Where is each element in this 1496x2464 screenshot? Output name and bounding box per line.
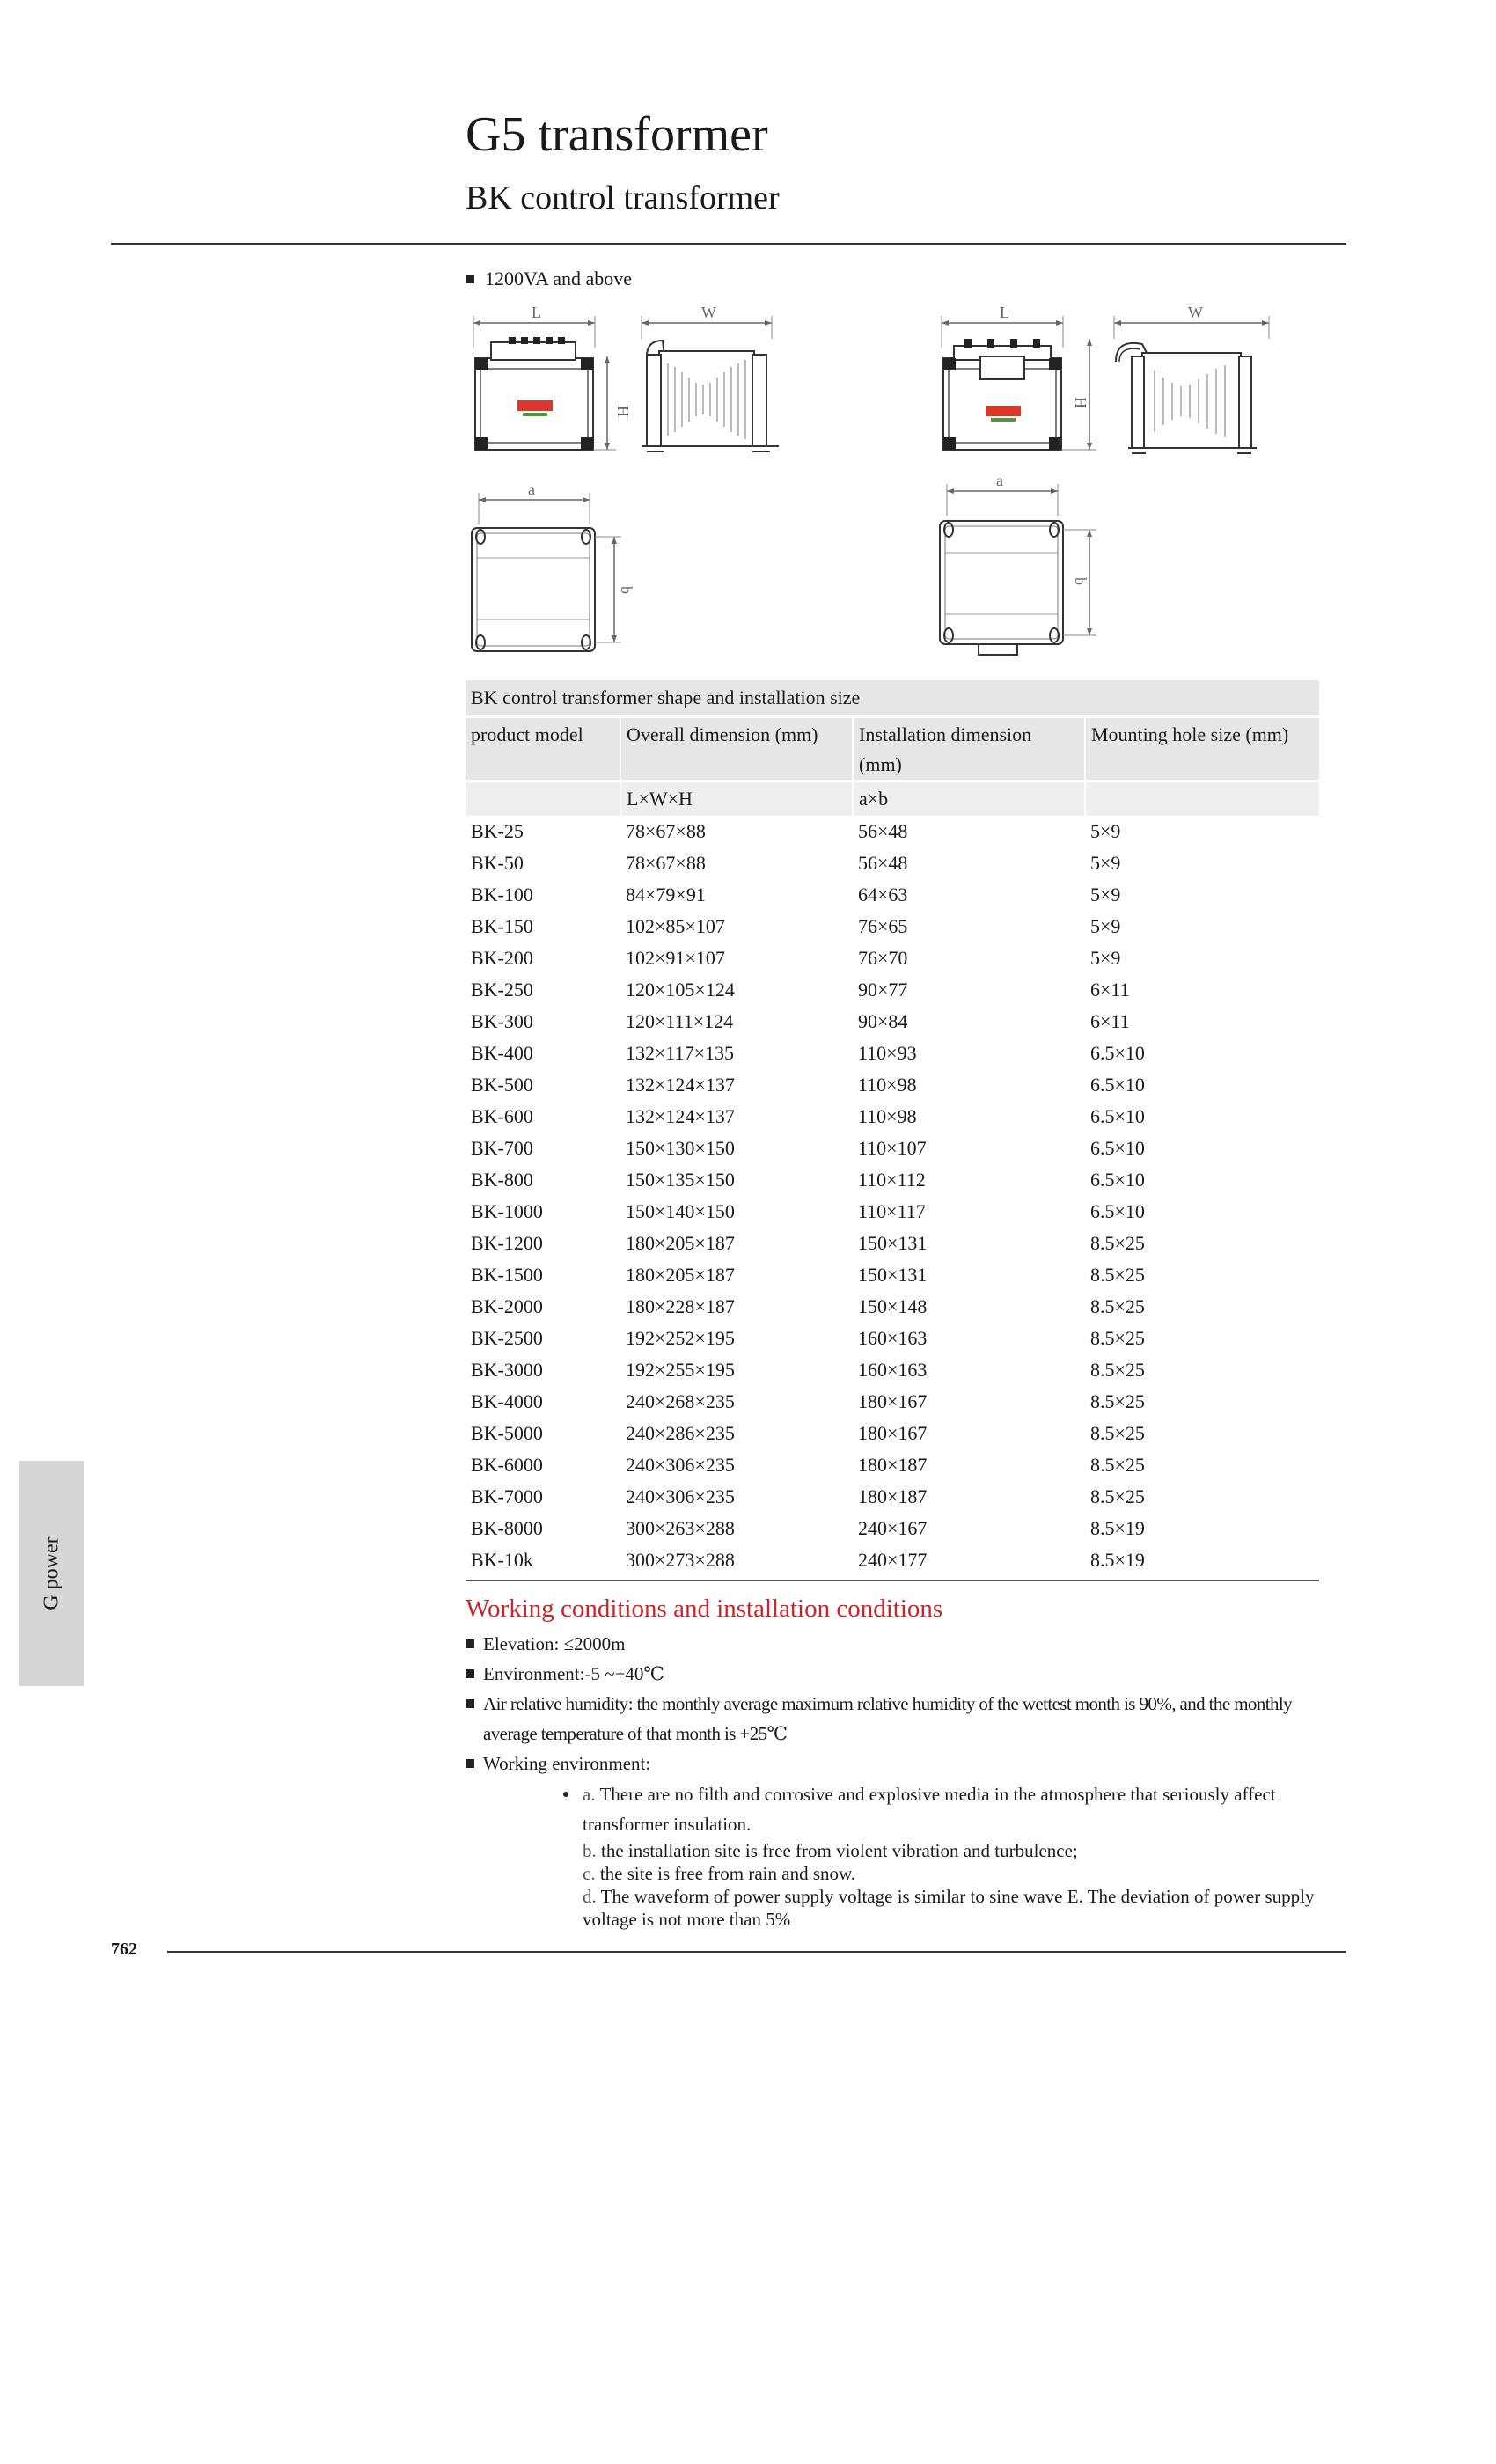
cell-mounting-hole-size: 5×9 — [1090, 820, 1121, 842]
list-item — [563, 1779, 1329, 1839]
cell-model: BK-100 — [471, 884, 533, 906]
table-caption-row — [466, 680, 1319, 717]
cell-installation-dimension: 76×70 — [858, 947, 908, 969]
square-bullet-icon — [466, 1759, 474, 1768]
cell-overall-dimension: 78×67×88 — [626, 820, 706, 842]
cell-installation-dimension: 110×98 — [858, 1074, 917, 1096]
cell-mounting-hole-size: 6.5×10 — [1090, 1137, 1145, 1159]
dim-label-b: b — [618, 586, 635, 594]
cell-mounting-hole-size: 8.5×19 — [1090, 1517, 1145, 1539]
cell-mounting-hole-size: 5×9 — [1090, 884, 1121, 906]
front-view-drawing-2 — [935, 304, 1102, 471]
table-subheader-row — [466, 781, 1319, 817]
dim-label-W: W — [1188, 304, 1203, 321]
cell-overall-dimension: 300×273×288 — [620, 1544, 853, 1580]
cell-installation-dimension: 90×77 — [858, 979, 908, 1001]
dim-label-H: H — [614, 406, 632, 417]
cell-installation-dimension: 180×187 — [858, 1485, 928, 1507]
cell-overall-dimension: 84×79×91 — [626, 884, 706, 906]
condition-text: There are no filth and corrosive and explosive media in the atmosphere that seriously affect transformer insulation. — [583, 1784, 1276, 1835]
dim-label-H: H — [1072, 397, 1089, 408]
cell-model: BK-150 — [471, 915, 533, 937]
cell-model: BK-4000 — [471, 1390, 543, 1412]
condition-letter: d. — [583, 1886, 597, 1907]
cell-installation-dimension: 160×163 — [858, 1327, 928, 1349]
cell-overall-dimension: 120×105×124 — [626, 979, 735, 1001]
cell-overall-dimension: 150×130×150 — [626, 1137, 735, 1159]
cell-mounting-hole-size: 6.5×10 — [1090, 1169, 1145, 1191]
cell-mounting-hole-size: 8.5×25 — [1090, 1295, 1145, 1317]
condition-letter: c. — [583, 1863, 596, 1884]
page-number: 762 — [111, 1940, 137, 1959]
table-row — [466, 1006, 1319, 1038]
cell-overall-dimension: 120×111×124 — [626, 1010, 734, 1032]
cell-installation-dimension: 56×48 — [858, 820, 908, 842]
cell-mounting-hole-size: 6×11 — [1090, 1010, 1130, 1032]
table-row — [466, 1228, 1319, 1259]
list-item — [563, 1839, 1329, 1862]
cell-overall-dimension: 132×117×135 — [626, 1042, 734, 1064]
cell-mounting-hole-size: 8.5×25 — [1090, 1454, 1145, 1476]
list-item — [466, 1689, 1328, 1749]
cell-installation-dimension: 90×84 — [858, 1010, 908, 1032]
cell-overall-dimension: 240×268×235 — [626, 1390, 735, 1412]
table-row — [466, 974, 1319, 1006]
list-item — [466, 1629, 1328, 1659]
cell-model: BK-300 — [471, 1010, 533, 1032]
table-row — [466, 1354, 1319, 1386]
cell-overall-dimension: 78×67×88 — [626, 852, 706, 874]
cell-model: BK-800 — [471, 1169, 533, 1191]
table-row — [466, 1196, 1319, 1228]
cell-model: BK-7000 — [471, 1485, 543, 1507]
cell-overall-dimension: 192×255×195 — [626, 1359, 735, 1381]
table-header-row — [466, 717, 1319, 781]
table-row — [466, 1291, 1319, 1323]
cell-mounting-hole-size: 8.5×25 — [1090, 1232, 1145, 1254]
top-view-drawing-1 — [466, 482, 634, 658]
cell-installation-dimension: 150×148 — [858, 1295, 928, 1317]
list-item — [466, 1749, 1328, 1778]
cell-installation-dimension: 240×167 — [858, 1517, 928, 1539]
working-environment-text: Working environment: — [483, 1753, 651, 1774]
cell-mounting-hole-size: 5×9 — [1090, 947, 1121, 969]
cell-overall-dimension: 102×85×107 — [626, 915, 725, 937]
side-view-drawing-1 — [638, 304, 788, 471]
environment-conditions — [563, 1779, 1329, 1931]
table-row — [466, 911, 1319, 942]
cell-mounting-hole-size: 5×9 — [1090, 915, 1121, 937]
table-row — [466, 1133, 1319, 1164]
square-bullet-icon — [466, 1639, 474, 1648]
cell-installation-dimension: 64×63 — [858, 884, 908, 906]
cell-overall-dimension: 180×205×187 — [626, 1264, 735, 1286]
working-conditions-title: Working conditions and installation conditions — [466, 1595, 943, 1623]
cell-mounting-hole-size: 8.5×25 — [1090, 1485, 1145, 1507]
dim-label-b: b — [1072, 577, 1089, 585]
table-row — [466, 1323, 1319, 1354]
cell-installation-dimension: 150×131 — [858, 1232, 928, 1254]
header-mounting-hole-size: Mounting hole size (mm) — [1085, 717, 1319, 781]
dim-label-L: L — [532, 304, 541, 321]
cell-model: BK-1500 — [471, 1264, 543, 1286]
working-conditions-list — [466, 1629, 1328, 1778]
side-section-tab — [19, 1461, 84, 1686]
cell-installation-dimension: 110×112 — [858, 1169, 926, 1191]
subheader-empty — [466, 781, 620, 817]
header-divider — [111, 243, 1346, 245]
environment-text: Environment:-5 ~+40℃ — [483, 1663, 664, 1684]
cell-installation-dimension: 110×98 — [858, 1105, 917, 1127]
cell-model: BK-2500 — [471, 1327, 543, 1349]
cell-overall-dimension: 192×252×195 — [626, 1327, 735, 1349]
cell-overall-dimension: 180×205×187 — [626, 1232, 735, 1254]
section-note-text: 1200VA and above — [485, 268, 633, 290]
cell-overall-dimension: 300×263×288 — [626, 1517, 735, 1539]
top-view-drawing-2 — [935, 473, 1102, 658]
table-row — [466, 1513, 1319, 1544]
table-caption: BK control transformer shape and installation size — [466, 680, 1319, 717]
table-row — [466, 1164, 1319, 1196]
cell-model: BK-400 — [471, 1042, 533, 1064]
cell-model: BK-1000 — [471, 1200, 543, 1222]
cell-overall-dimension: 240×306×235 — [626, 1454, 735, 1476]
table-row — [466, 1101, 1319, 1133]
cell-installation-dimension: 180×167 — [858, 1422, 928, 1444]
condition-letter: b. — [583, 1840, 597, 1861]
subheader-empty — [1085, 781, 1319, 817]
table-row — [466, 1259, 1319, 1291]
list-item — [466, 1659, 1328, 1689]
footer-divider — [167, 1951, 1346, 1953]
condition-text: the site is free from rain and snow. — [599, 1863, 856, 1884]
cell-model: BK-1200 — [471, 1232, 543, 1254]
cell-model: BK-6000 — [471, 1454, 543, 1476]
cell-model: BK-5000 — [471, 1422, 543, 1444]
cell-mounting-hole-size: 8.5×25 — [1090, 1327, 1145, 1349]
dim-label-a: a — [996, 472, 1003, 489]
cell-installation-dimension: 150×131 — [858, 1264, 928, 1286]
cell-installation-dimension: 110×93 — [858, 1042, 917, 1064]
dim-label-a: a — [528, 480, 535, 498]
cell-model: BK-2000 — [471, 1295, 543, 1317]
header-installation-dimension: Installation dimension (mm) — [853, 717, 1085, 781]
cell-mounting-hole-size: 8.5×25 — [1090, 1390, 1145, 1412]
side-view-drawing-2 — [1111, 304, 1278, 471]
cell-mounting-hole-size: 6×11 — [1090, 979, 1130, 1001]
cell-installation-dimension: 180×187 — [858, 1454, 928, 1476]
cell-mounting-hole-size: 6.5×10 — [1090, 1074, 1145, 1096]
condition-text: the installation site is free from violent vibration and turbulence; — [601, 1840, 1078, 1861]
subheader-ab: a×b — [853, 781, 1085, 817]
cell-overall-dimension: 240×286×235 — [626, 1422, 735, 1444]
cell-model: BK-600 — [471, 1105, 533, 1127]
list-item — [563, 1885, 1329, 1931]
table-row — [466, 1418, 1319, 1449]
cell-mounting-hole-size: 8.5×25 — [1090, 1359, 1145, 1381]
cell-mounting-hole-size: 8.5×25 — [1090, 1264, 1145, 1286]
table-row — [466, 1544, 1319, 1580]
table-row — [466, 1069, 1319, 1101]
cell-overall-dimension: 180×228×187 — [626, 1295, 735, 1317]
table-row — [466, 879, 1319, 911]
table-row — [466, 1449, 1319, 1481]
cell-model: BK-3000 — [471, 1359, 543, 1381]
section-note — [466, 266, 632, 292]
page-title: G5 transformer — [466, 107, 768, 162]
cell-model: BK-200 — [471, 947, 533, 969]
cell-installation-dimension: 56×48 — [858, 852, 908, 874]
cell-overall-dimension: 150×140×150 — [626, 1200, 735, 1222]
cell-installation-dimension: 180×167 — [858, 1390, 928, 1412]
table-row — [466, 942, 1319, 974]
dim-label-W: W — [701, 304, 716, 321]
cell-mounting-hole-size: 8.5×19 — [1085, 1544, 1319, 1580]
list-item — [563, 1862, 1329, 1885]
condition-letter: a. — [583, 1784, 596, 1805]
header-overall-dimension: Overall dimension (mm) — [620, 717, 853, 781]
dot-bullet-icon — [563, 1792, 568, 1797]
front-view-drawing-1 — [466, 304, 634, 471]
cell-installation-dimension: 160×163 — [858, 1359, 928, 1381]
cell-mounting-hole-size: 6.5×10 — [1090, 1042, 1145, 1064]
cell-model: BK-10k — [466, 1544, 620, 1580]
cell-overall-dimension: 132×124×137 — [626, 1074, 735, 1096]
cell-installation-dimension: 240×177 — [853, 1544, 1085, 1580]
subheader-lwh: L×W×H — [620, 781, 853, 817]
square-bullet-icon — [466, 1669, 474, 1678]
cell-model: BK-500 — [471, 1074, 533, 1096]
cell-installation-dimension: 76×65 — [858, 915, 908, 937]
table-row — [466, 847, 1319, 879]
table-row — [466, 1038, 1319, 1069]
cell-overall-dimension: 240×306×235 — [626, 1485, 735, 1507]
cell-model: BK-8000 — [471, 1517, 543, 1539]
humidity-text: Air relative humidity: the monthly average maximum relative humidity of the wettest month is 90%, and the monthly average temperature of that month is +25℃ — [483, 1693, 1292, 1744]
cell-mounting-hole-size: 6.5×10 — [1090, 1200, 1145, 1222]
dim-label-L: L — [1000, 304, 1009, 321]
square-bullet-icon — [466, 275, 474, 283]
cell-overall-dimension: 150×135×150 — [626, 1169, 735, 1191]
condition-text: The waveform of power supply voltage is similar to sine wave E. The deviation of power supply voltage is not more than 5% — [583, 1886, 1315, 1930]
table-row — [466, 816, 1319, 847]
cell-mounting-hole-size: 6.5×10 — [1090, 1105, 1145, 1127]
table-row — [466, 1481, 1319, 1513]
table-row — [466, 1386, 1319, 1418]
cell-installation-dimension: 110×107 — [858, 1137, 927, 1159]
page-subtitle: BK control transformer — [466, 180, 780, 216]
cell-mounting-hole-size: 8.5×25 — [1090, 1422, 1145, 1444]
cell-model: BK-250 — [471, 979, 533, 1001]
cell-overall-dimension: 132×124×137 — [626, 1105, 735, 1127]
dimension-table — [466, 680, 1319, 1581]
header-product-model: product model — [466, 717, 620, 781]
cell-installation-dimension: 110×117 — [858, 1200, 926, 1222]
cell-model: BK-25 — [471, 820, 524, 842]
elevation-text: Elevation: ≤2000m — [483, 1633, 626, 1654]
side-tab-label: G power — [40, 1536, 63, 1610]
cell-mounting-hole-size: 5×9 — [1090, 852, 1121, 874]
square-bullet-icon — [466, 1699, 474, 1708]
cell-overall-dimension: 102×91×107 — [626, 947, 725, 969]
cell-model: BK-50 — [471, 852, 524, 874]
cell-model: BK-700 — [471, 1137, 533, 1159]
